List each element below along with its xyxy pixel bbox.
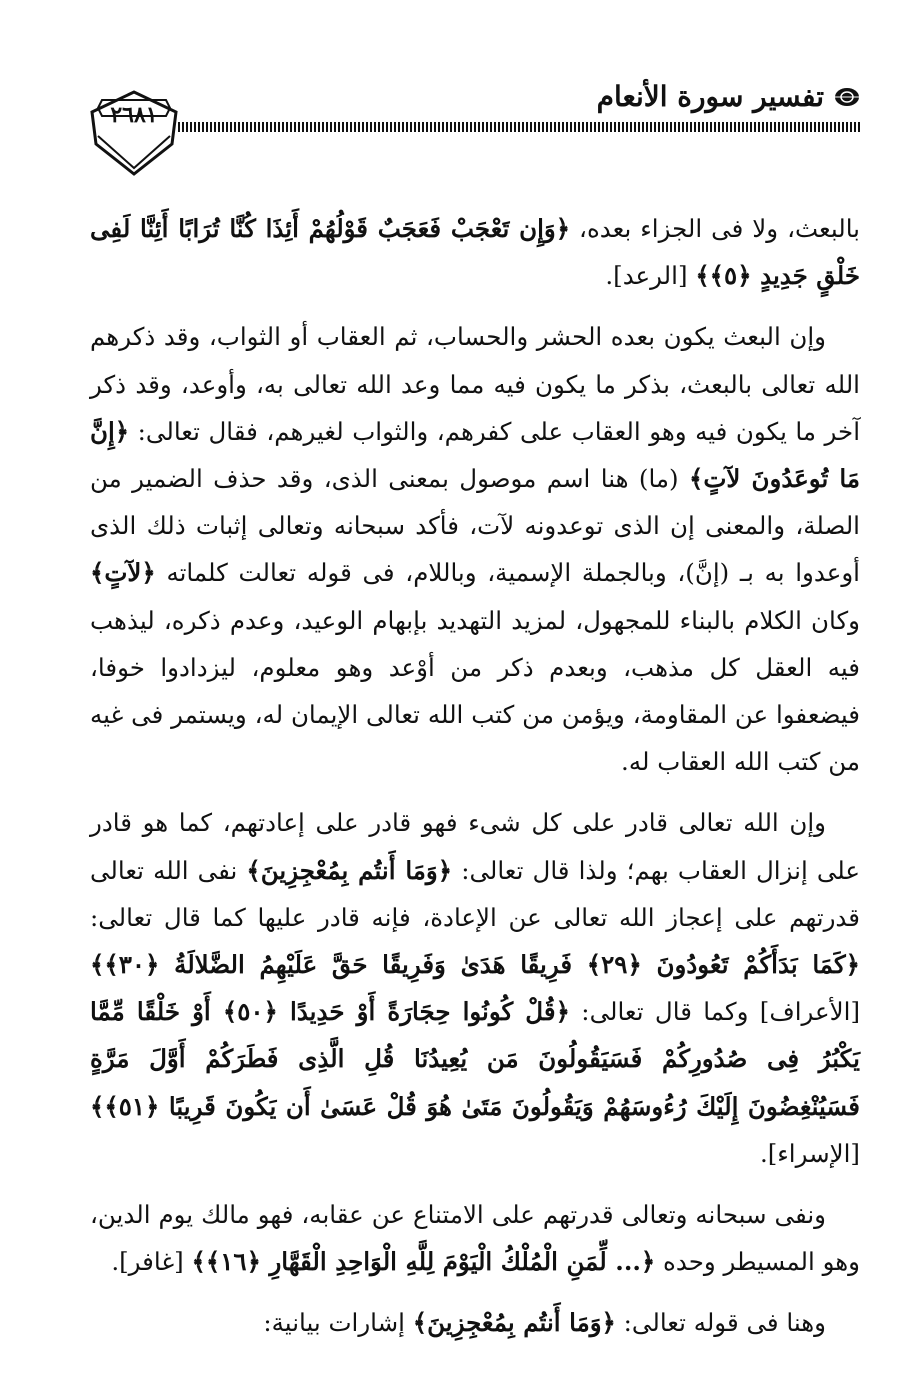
- quran-quote: ﴿كَمَا بَدَأَكُمْ تَعُودُونَ ﴿٢٩﴾ فَرِيقًا هَدَىٰ وَفَرِيقًا حَقَّ عَلَيْهِمُ الضَّلالَةُ ﴿٣٠﴾﴾: [90, 950, 860, 980]
- page-number-badge: [88, 84, 180, 180]
- body-text: إشارات بيانية:: [263, 1308, 413, 1338]
- running-header: [597, 80, 860, 113]
- body-text: (ما) هنا اسم موصول بمعنى الذى، وقد حذف الضمير من الصلة، والمعنى إن الذى توعدونه لآت، فأكد سبحانه وتعالى إثبات ذلك الذى أوعدوا به بـ (إنَّ)، وبالجملة الإسمية، وباللام، فى قوله تعالت كلماته: [90, 464, 860, 588]
- quran-quote: ﴿لآتٍ﴾: [90, 558, 156, 588]
- quran-quote: ﴿وَمَا أَنتُم بِمُعْجِزِينَ﴾: [246, 855, 453, 885]
- body-text: [الرعد].: [605, 261, 696, 291]
- quran-quote: ﴿إِنَّ مَا تُوعَدُونَ لآتٍ﴾: [90, 416, 860, 494]
- body-paragraph: [90, 799, 860, 1177]
- quran-quote: ﴿وَإِن تَعْجَبْ فَعَجَبٌ قَوْلُهُمْ أَئِذَا كُنَّا تُرَابًا أَئِنَّا لَفِى خَلْقٍ جَدِيدٍ ﴿٥﴾﴾: [90, 214, 860, 291]
- quran-quote: ﴿... لِّمَنِ الْمُلْكُ الْيَوْمَ لِلَّهِ الْوَاحِدِ الْقَهَّارِ ﴿١٦﴾﴾: [191, 1247, 656, 1277]
- header-rule: [178, 122, 860, 132]
- floral-ornament-icon: [834, 86, 860, 108]
- page-header: [70, 70, 860, 170]
- body-text: نفى الله تعالى قدرتهم على إعجاز الله تعالى عن الإعادة، فإنه قادر عليها كما قال تعالى:: [90, 855, 860, 932]
- body-paragraph: [90, 205, 860, 299]
- quran-quote: ﴿قُلْ كُونُوا حِجَارَةً أَوْ حَدِيدًا ﴿٥٠﴾ أَوْ خَلْقًا مِّمَّا يَكْبُرُ فِى صُدُورِكُمْ فَسَيَقُولُونَ مَن يُعِيدُنَا قُلِ الَّذِى فَطَرَكُمْ أَوَّلَ مَرَّةٍ فَسَيُنْغِضُونَ إِلَيْكَ رُءُوسَهُمْ وَيَقُولُونَ مَتَىٰ هُوَ قُلْ عَسَىٰ أَن يَكُونَ قَرِيبًا ﴿٥١﴾﴾: [90, 997, 860, 1121]
- body-text: وكان الكلام بالبناء للمجهول، لمزيد التهديد بإبهام الوعيد، وعدم ذكره، ليذهب فيه العقل كل مذهب، وبعدم ذكر من أوْعد وهو معلوم، ليزدادوا خوفا، فيضعفوا عن المقاومة، ويؤمن من كتب الله تعالى الإيمان له، ويستمر فى غيه من كتب الله العقاب له.: [90, 605, 860, 777]
- body-text: [الأعراف] وكما قال تعالى:: [569, 997, 861, 1027]
- body-paragraph: [90, 1299, 860, 1346]
- body-text: [الإسراء].: [759, 1138, 860, 1168]
- page-number: ٢٦٨١: [110, 102, 158, 128]
- body-text: وإن البعث يكون بعده الحشر والحساب، ثم العقاب أو الثواب، وقد ذكرهم الله تعالى بالبعث، بذكر ما يكون فيه مما وعد الله تعالى به، وأوعد، وقد ذكر آخر ما يكون فيه وهو العقاب على كفرهم، والثواب لغيرهم، فقال تعالى:: [90, 322, 860, 446]
- running-header-title: تفسير سورة الأنعام: [596, 80, 824, 113]
- quran-quote: ﴿وَمَا أَنتُم بِمُعْجِزِينَ﴾: [412, 1308, 616, 1338]
- body-text: وإن الله تعالى قادر على كل شىء فهو قادر على إعادتهم، كما هو قادر على إنزال العقاب بهم؛ ولذا قال تعالى:: [90, 808, 860, 885]
- body-text: [غافر].: [111, 1247, 192, 1277]
- page-body: [90, 205, 860, 1361]
- body-text: بالبعث، ولا فى الجزاء بعده،: [570, 214, 860, 243]
- body-paragraph: [90, 1191, 860, 1285]
- body-text: ونفى سبحانه وتعالى قدرتهم على الامتناع عن عقابه، فهو مالك يوم الدين، وهو المسيطر وحده: [90, 1200, 860, 1277]
- body-text: وهنا فى قوله تعالى:: [615, 1308, 826, 1338]
- body-paragraph: [90, 313, 860, 785]
- page-badge-frame: [88, 84, 180, 180]
